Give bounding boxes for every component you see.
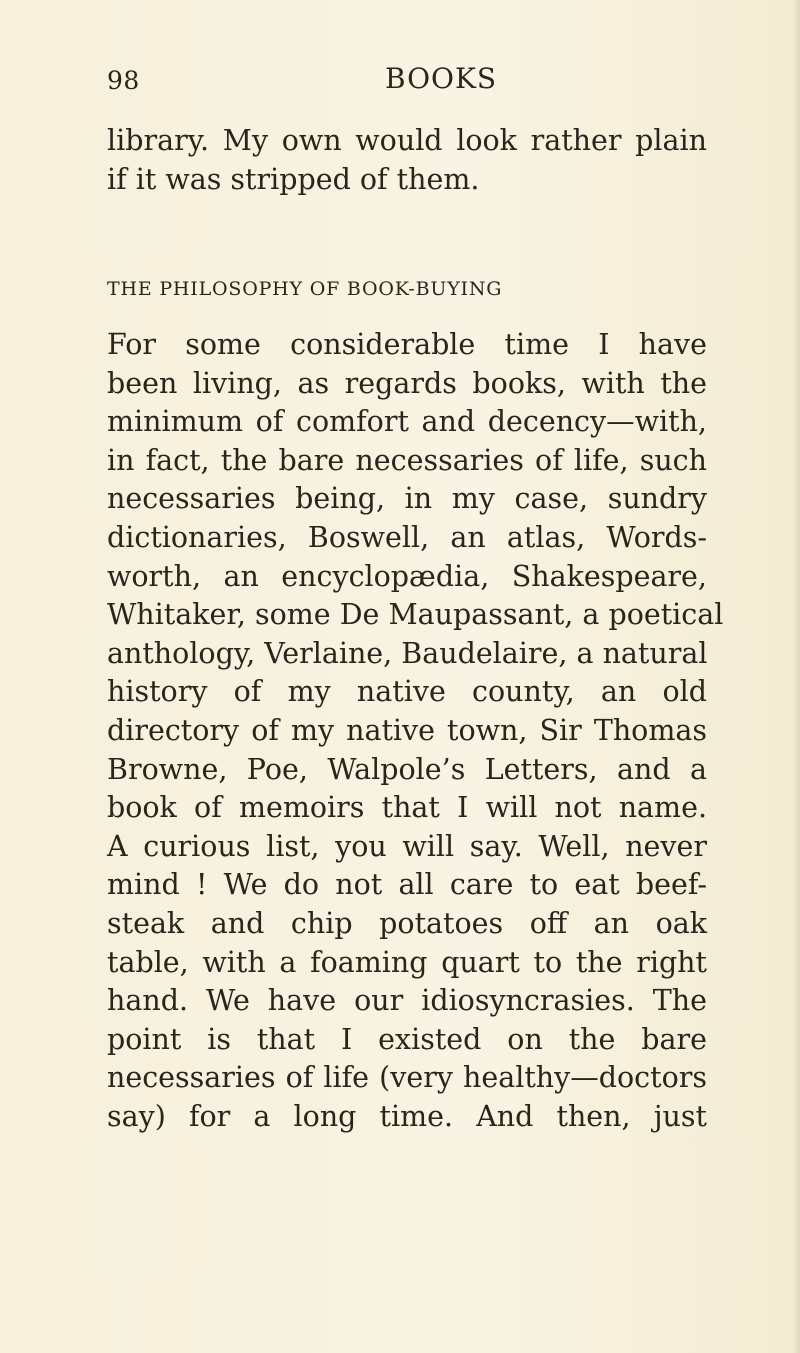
page-number: 98: [107, 66, 140, 95]
text-line: say) for a long time. And then, just: [107, 1099, 707, 1133]
section-heading: THE PHILOSOPHY OF BOOK-BUYING: [107, 278, 503, 300]
text-line: table, with a foaming quart to the right: [107, 945, 707, 979]
text-line: book of memoirs that I will not name.: [107, 791, 707, 825]
text-line: mind ! We do not all care to eat beef-: [107, 868, 707, 902]
text-line: necessaries being, in my case, sundry: [107, 482, 707, 516]
text-line: A curious list, you will say. Well, never: [107, 829, 707, 863]
text-line: library. My own would look rather plain: [107, 124, 707, 157]
text-line: necessaries of life (very healthy—doctors: [107, 1061, 707, 1095]
text-line: For some considerable time I have: [107, 328, 707, 361]
page-edge-shadow: [792, 0, 800, 1353]
text-line: if it was stripped of them.: [107, 162, 480, 196]
page-header: [107, 62, 697, 102]
text-line: been living, as regards books, with the: [107, 366, 707, 400]
text-line: dictionaries, Boswell, an atlas, Words-: [107, 520, 707, 554]
text-line: in fact, the bare necessaries of life, such: [107, 443, 707, 477]
text-line: minimum of comfort and decency—with,: [107, 405, 707, 439]
text-line: anthology, Verlaine, Baudelaire, a natural: [107, 636, 708, 670]
text-line: history of my native county, an old: [107, 675, 707, 709]
text-line: Browne, Poe, Walpole’s Letters, and a: [107, 752, 707, 786]
text-line: Whitaker, some De Maupassant, a poetical: [107, 598, 724, 632]
text-line: hand. We have our idiosyncrasies. The: [107, 984, 707, 1018]
text-line: point is that I existed on the bare: [107, 1022, 707, 1056]
text-line: steak and chip potatoes off an oak: [107, 906, 707, 940]
main-paragraph: [107, 326, 724, 1136]
text-line: worth, an encyclopædia, Shakespeare,: [107, 559, 707, 593]
text-line: directory of my native town, Sir Thomas: [107, 713, 707, 747]
intro-text: [107, 122, 707, 199]
running-head: BOOKS: [385, 62, 498, 95]
